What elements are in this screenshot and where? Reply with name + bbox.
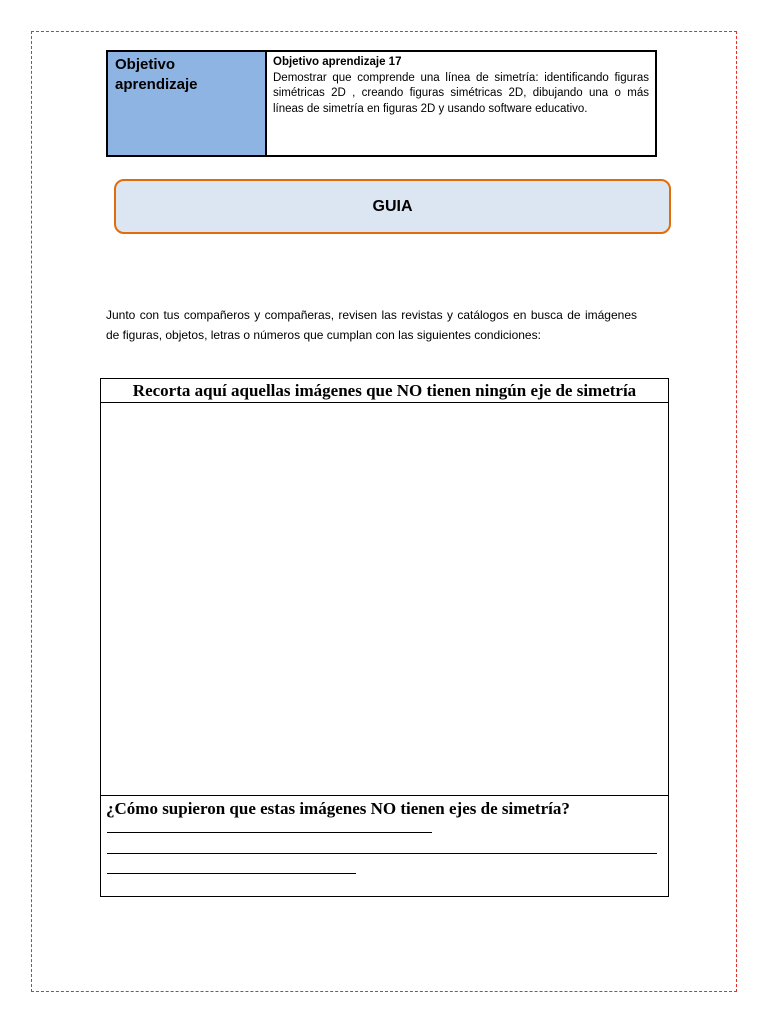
guia-banner [114,179,671,234]
objective-description: Demostrar que comprende una línea de simetría: identificando figuras simétricas 2D , creando figuras simétricas 2D, dibujando una o más líneas de simetría en figuras 2D y usando software educativo. [273,71,649,115]
instructions-text: Junto con tus compañeros y compañeras, revisen las revistas y catálogos en busca de imágenes de figuras, objetos, letras o números que cumplan con las siguientes condiciones: [106,308,637,342]
cut-out-question: ¿Cómo supieron que estas imágenes NO tienen ejes de simetría? [106,799,570,818]
objective-content [267,52,655,155]
objective-title: Objetivo aprendizaje 17 [273,56,402,68]
answer-line [107,873,356,874]
objective-table [106,50,657,157]
objective-label: Objetivo aprendizaje [108,52,267,155]
answer-line [107,832,432,833]
answer-line [107,853,657,854]
cut-out-area [101,403,668,796]
cut-out-box [100,378,669,897]
cut-out-header: Recorta aquí aquellas imágenes que NO tienen ningún eje de simetría [101,379,668,403]
guia-label: GUIA [372,197,413,215]
